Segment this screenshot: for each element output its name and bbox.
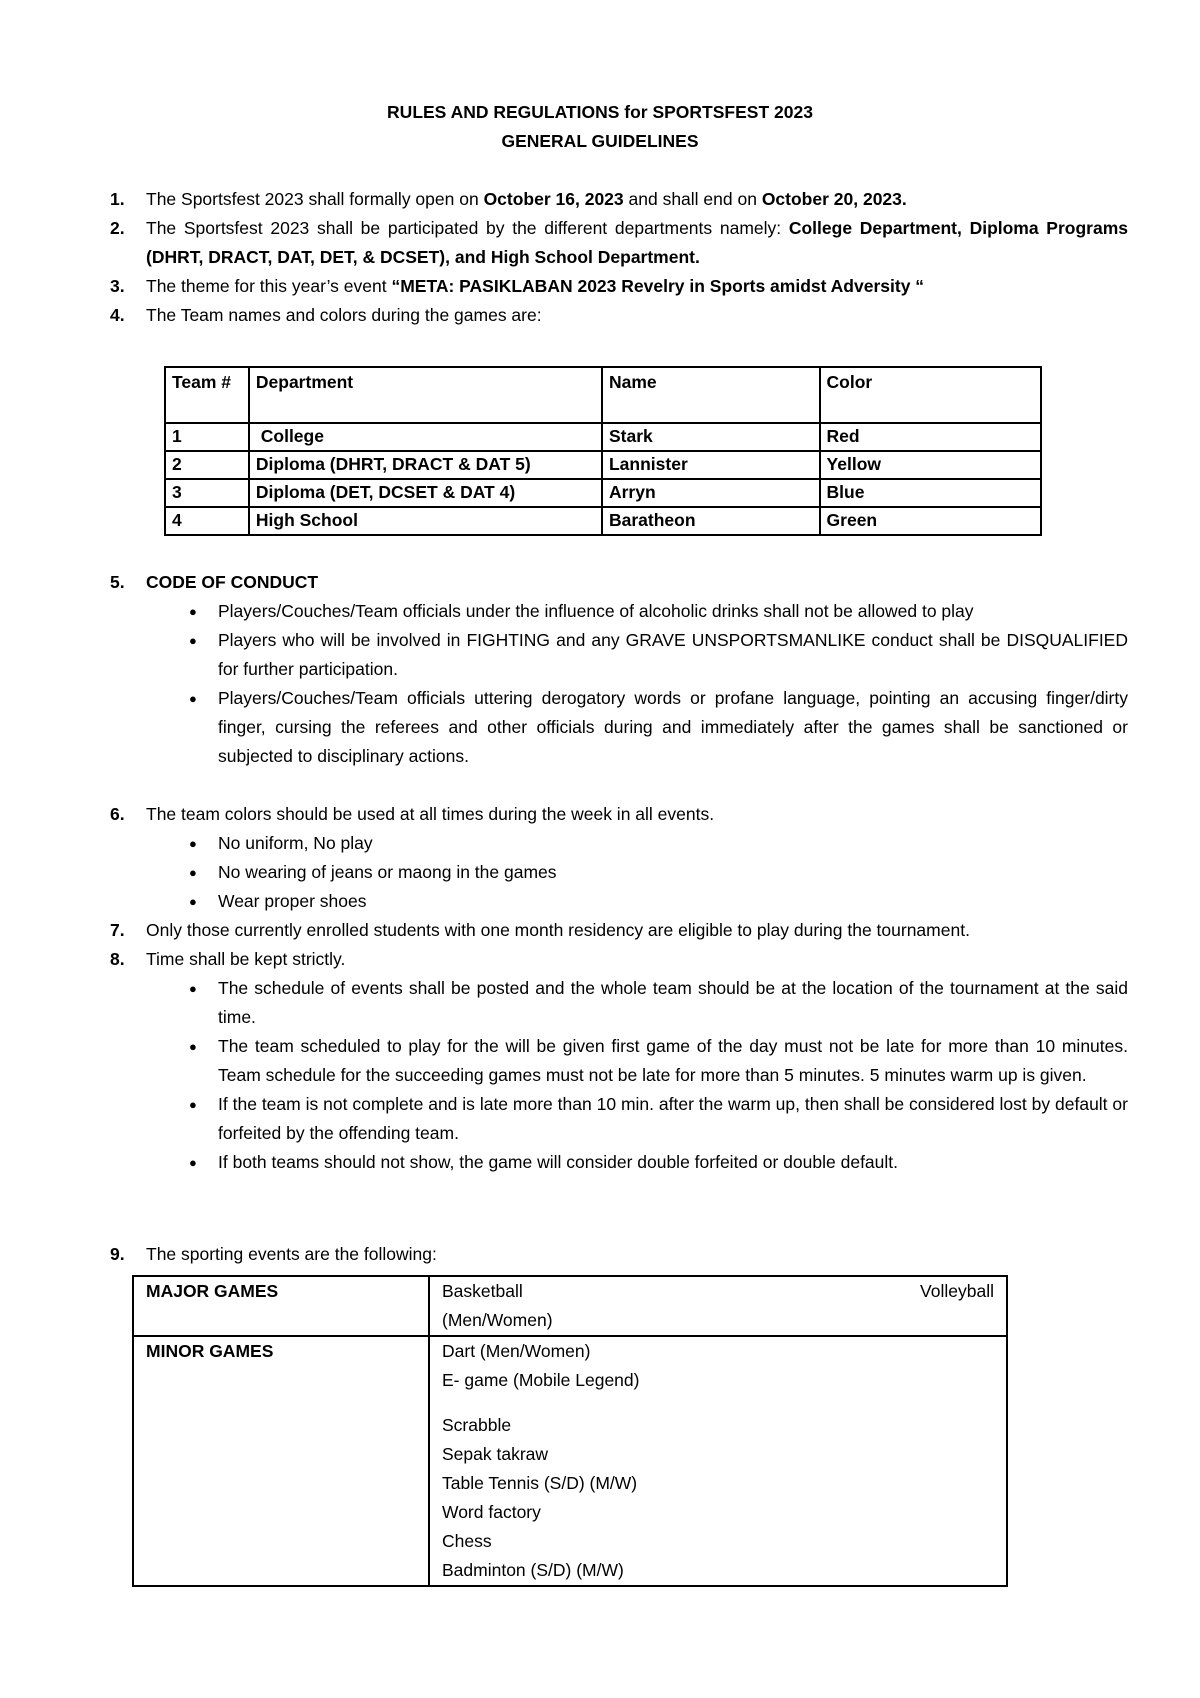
item-number: 5. [110,572,125,592]
header-cell: Color [820,367,1041,423]
list-item: ● Players/Couches/Team officials under the influence of alcoholic drinks shall not be allowed to play [189,601,974,621]
team-department: High School [249,507,602,535]
guideline-1 [110,185,1130,214]
minor-games-label: MINOR GAMES [133,1336,429,1586]
item-number: 2. [110,218,125,238]
table-row [165,423,1041,451]
list-item: ● Players who will be involved in FIGHTING and any GRAVE UNSPORTSMANLIKE conduct shall be DISQUALIFIED for further participation. [189,630,1128,679]
item-text: The Sportsfest 2023 shall formally open on October 16, 2023 and shall end on October 20, 2023. [146,189,907,209]
list-item: ● If the team is not complete and is late more than 10 min. after the warm up, then shall be considered lost by default or forfeited by the offending team. [189,1094,1128,1143]
team-color: Red [820,423,1041,451]
major-games-list [429,1276,1007,1336]
minor-game: Dart (Men/Women) [442,1341,591,1361]
guideline-3 [110,272,1130,301]
item-text: The Team names and colors during the games are: [146,305,542,325]
header-cell: Team # [165,367,249,423]
item-text: The Sportsfest 2023 shall be participated by the different departments namely: College Department, Diploma Programs (DHRT, DRACT, DAT, DET, & DCSET), and High School Department. [146,218,1129,267]
guideline-8 [110,945,1130,1177]
list-item: ● Wear proper shoes [189,891,367,911]
minor-game: Table Tennis (S/D) (M/W) [442,1473,638,1493]
item-text: The theme for this year’s event “META: PASIKLABAN 2023 Revelry in Sports amidst Adversity “ [146,276,925,296]
end-date: October 20, 2023. [761,189,907,209]
item-number: 6. [110,804,125,824]
guideline-6 [110,800,1130,916]
uniform-list [189,829,1128,916]
minor-game: Badminton (S/D) (M/W) [442,1560,624,1580]
item-number: 1. [110,189,125,209]
minor-game: E- game (Mobile Legend) [442,1370,640,1390]
item-number: 8. [110,949,125,969]
guideline-5 [110,568,1130,771]
team-color: Green [820,507,1041,535]
team-name: Baratheon [602,507,820,535]
header-cell: Name [602,367,820,423]
major-game-note: (Men/Women) [442,1310,553,1330]
list-item: ● The team scheduled to play for the will be given first game of the day must not be late for more than 10 minutes. Team schedule for the succeeding games must not be late for more than 5 minutes. 5 minutes warm up is given. [189,1036,1128,1085]
minor-games-list [429,1336,1007,1586]
document-title: RULES AND REGULATIONS for SPORTSFEST 2023 [387,102,813,122]
item-number: 9. [110,1244,125,1264]
table-row [165,507,1041,535]
minor-game: Scrabble [442,1415,512,1435]
list-item: ● If both teams should not show, the game will consider double forfeited or double default. [189,1152,899,1172]
item-number: 7. [110,920,125,940]
code-of-conduct-heading: CODE OF CONDUCT [146,572,319,592]
team-number: 3 [165,479,249,507]
table-row [165,479,1041,507]
team-name: Lannister [602,451,820,479]
item-text: The sporting events are the following: [146,1244,437,1264]
team-number: 2 [165,451,249,479]
team-number: 4 [165,507,249,535]
item-number: 3. [110,276,125,296]
list-item: ● Players/Couches/Team officials uttering derogatory words or profane language, pointing an accusing finger/dirty finger, cursing the referees and other officials during and immediately after the games shall be sanctioned or subjected to disciplinary actions. [189,688,1128,766]
team-table [164,366,1042,536]
header-cell: Department [249,367,602,423]
list-item: ● No uniform, No play [189,833,373,853]
table-row [165,451,1041,479]
item-text: Time shall be kept strictly. [146,949,346,969]
list-item: ● The schedule of events shall be posted and the whole team should be at the location of the tournament at the said time. [189,978,1128,1027]
item-number: 4. [110,305,125,325]
minor-game: Word factory [442,1502,541,1522]
item-text: The team colors should be used at all times during the week in all events. [146,804,715,824]
major-game: Volleyball [920,1281,994,1301]
guideline-7 [110,916,1130,945]
list-item: ● No wearing of jeans or maong in the games [189,862,557,882]
guideline-4 [110,301,1130,330]
team-number: 1 [165,423,249,451]
team-department: Diploma (DET, DCSET & DAT 4) [249,479,602,507]
major-games-label: MAJOR GAMES [133,1276,429,1336]
item-text: Only those currently enrolled students with one month residency are eligible to play during the tournament. [146,920,970,940]
team-color: Yellow [820,451,1041,479]
sporting-events-table [132,1275,1008,1587]
team-color: Blue [820,479,1041,507]
team-department: Diploma (DHRT, DRACT & DAT 5) [249,451,602,479]
team-name: Arryn [602,479,820,507]
time-rules-list [189,974,1128,1177]
document-subtitle: GENERAL GUIDELINES [501,131,699,151]
team-table-header [165,367,1041,423]
minor-game: Chess [442,1531,492,1551]
team-name: Stark [602,423,820,451]
table-row [133,1276,1007,1336]
minor-game: Sepak takraw [442,1444,549,1464]
departments-list: College Department, Diploma Programs (DHRT, DRACT, DAT, DET, & DCSET), and High School Department. [146,218,1129,267]
open-date: October 16, 2023 [483,189,624,209]
team-department: College [249,423,602,451]
guideline-2 [110,214,1130,272]
guideline-9 [110,1240,1130,1269]
event-theme: “META: PASIKLABAN 2023 Revelry in Sports amidst Adversity “ [391,276,925,296]
table-row [133,1336,1007,1586]
conduct-list [189,597,1128,771]
major-game: Basketball [442,1281,523,1301]
